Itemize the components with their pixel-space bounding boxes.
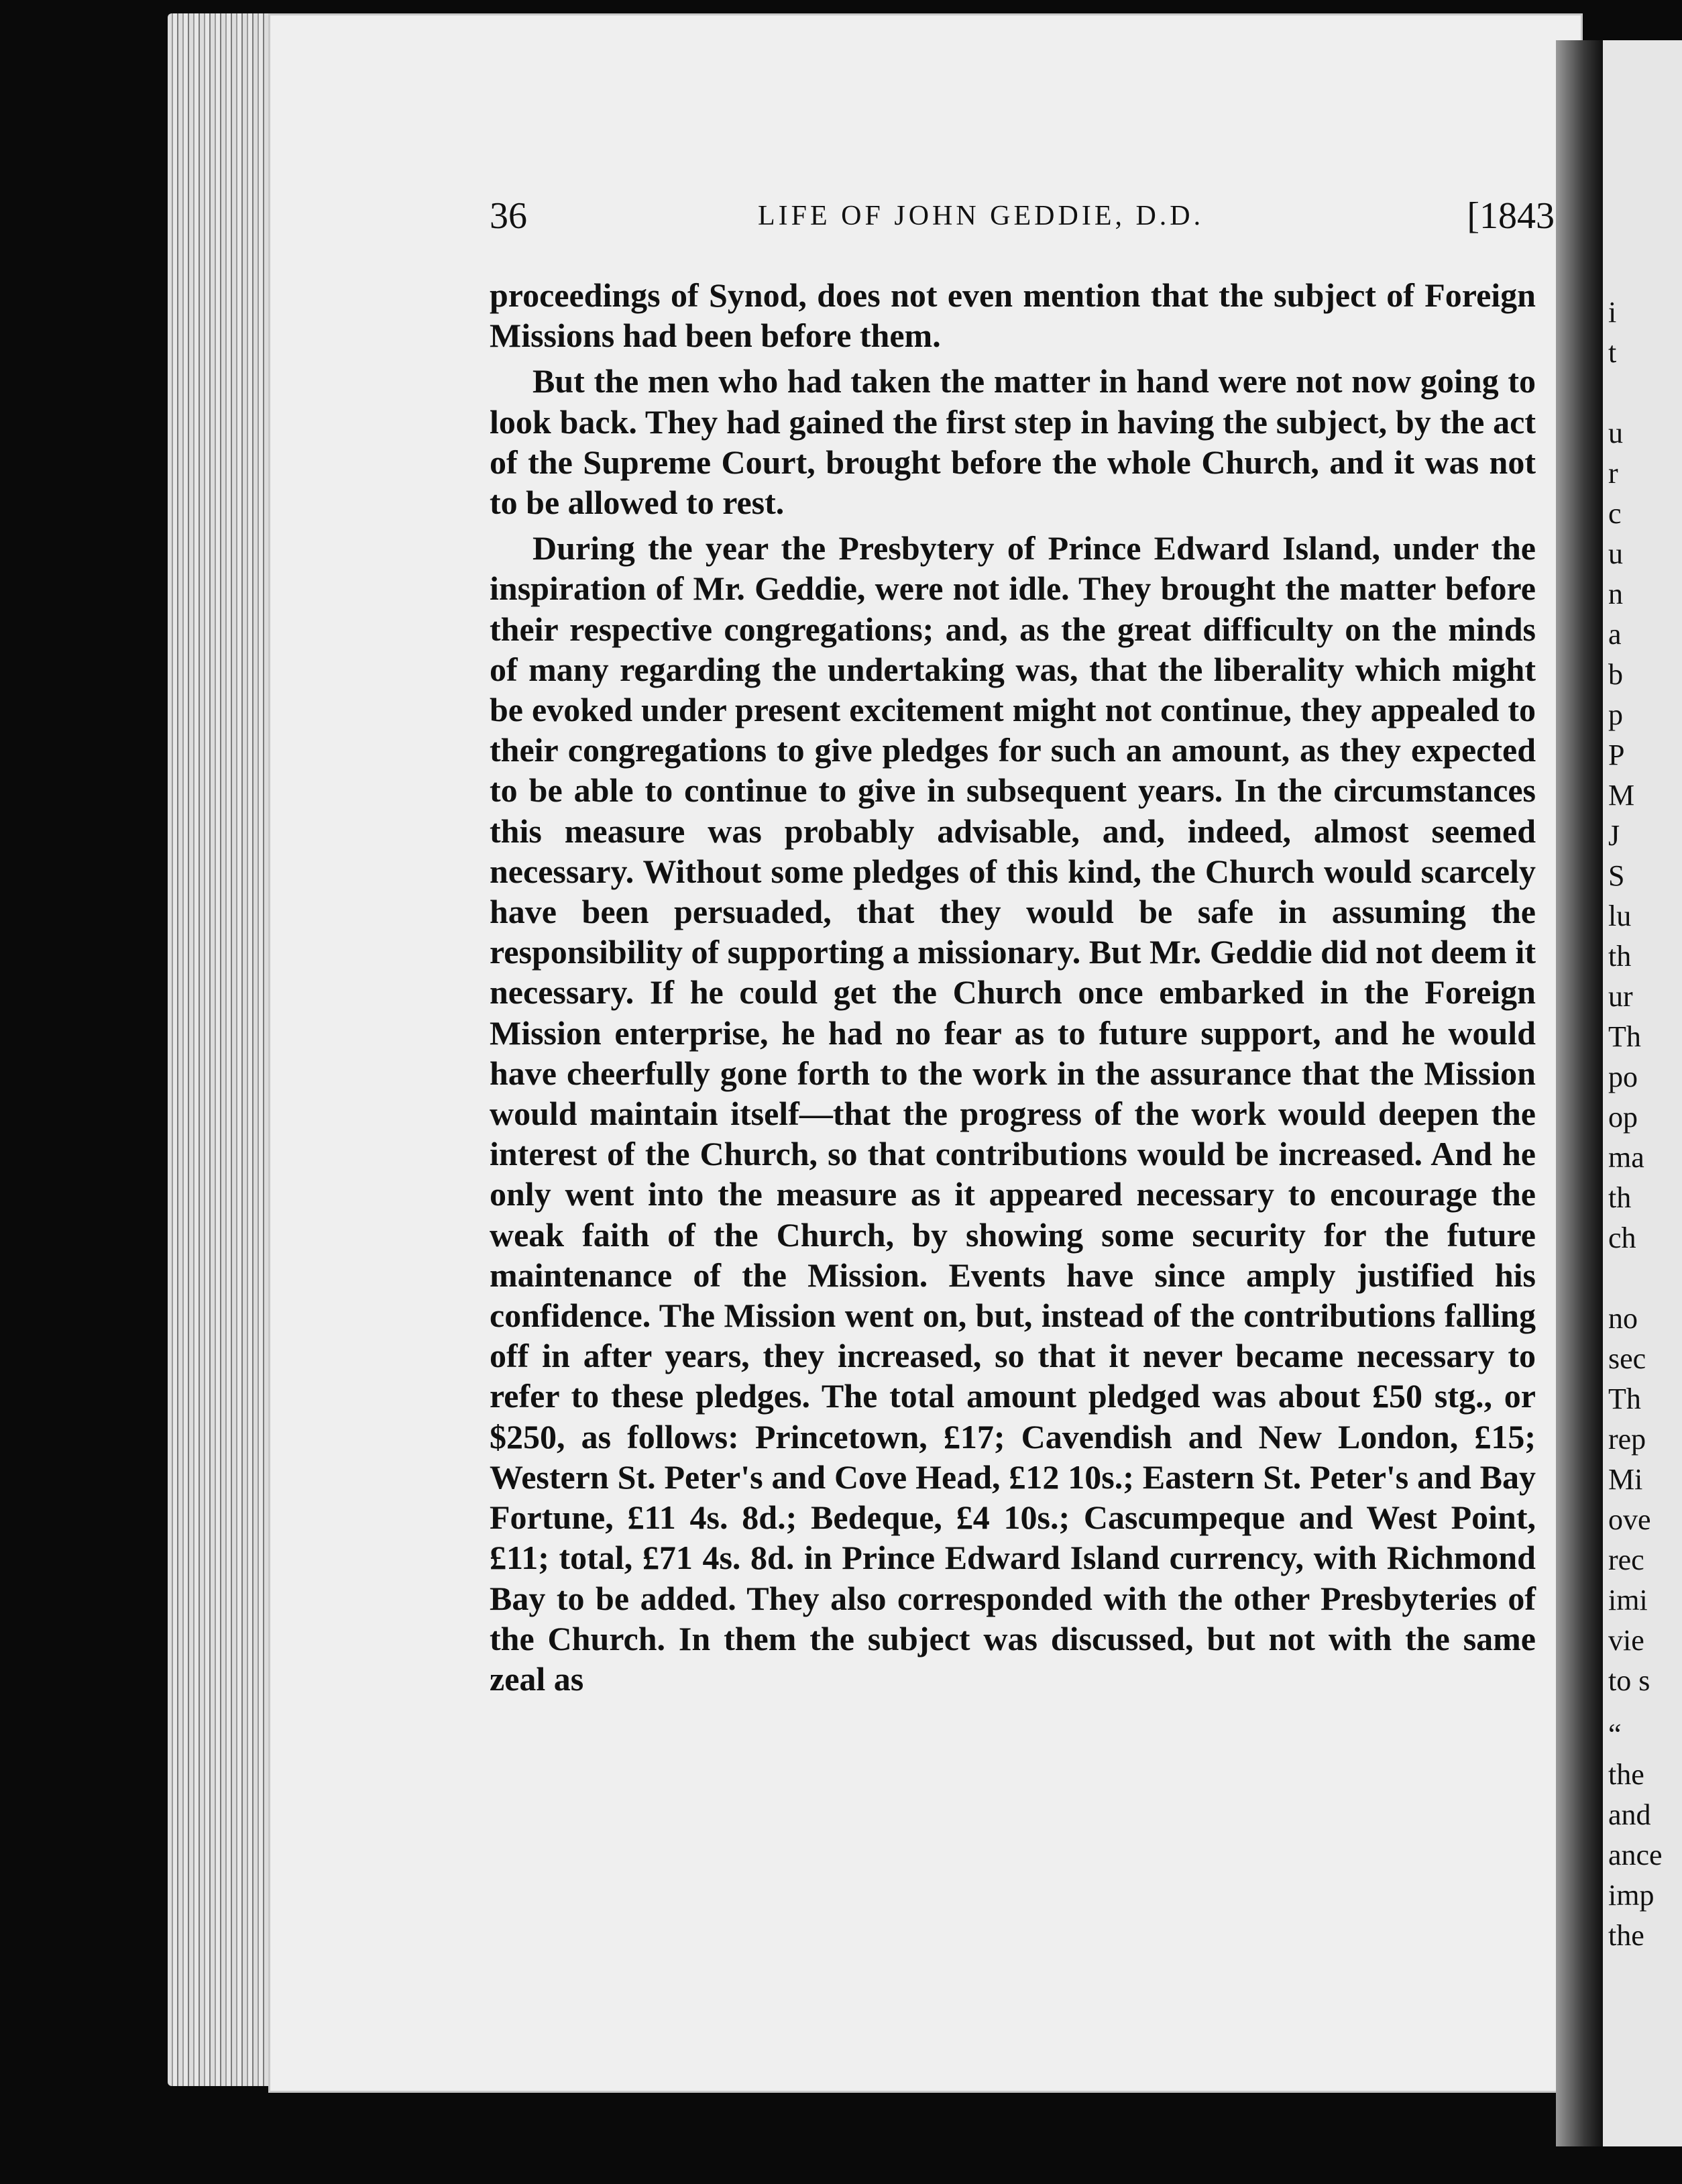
- adjacent-page-fragment: imi: [1608, 1584, 1648, 1617]
- adjacent-page-fragment: u: [1608, 537, 1623, 570]
- adjacent-page-fragment: th: [1608, 1181, 1632, 1214]
- adjacent-page-fragment: Th: [1608, 1382, 1641, 1415]
- adjacent-page-fragment: lu: [1608, 899, 1632, 932]
- adjacent-page-fragment: rep: [1608, 1423, 1646, 1456]
- paragraph-1: proceedings of Synod, does not even mention that the subject of Foreign Missions had been before them.: [490, 276, 1536, 355]
- paragraph-2: But the men who had taken the matter in hand were not now going to look back. They had gained the first step in having the subject, by the act of the Supreme Court, brought before the whole Church, and it was not to be allowed to rest.: [490, 362, 1536, 522]
- adjacent-page-fragment: S: [1608, 859, 1625, 892]
- adjacent-page-fragment: op: [1608, 1101, 1638, 1134]
- adjacent-page-fragment: Th: [1608, 1020, 1641, 1053]
- adjacent-page-fragment: c: [1608, 497, 1622, 530]
- adjacent-page-fragment: M: [1608, 779, 1635, 812]
- adjacent-page-fragment: b: [1608, 658, 1623, 691]
- adjacent-page-fragment: ove: [1608, 1503, 1651, 1536]
- running-year: [1843: [1467, 195, 1555, 237]
- adjacent-page-fragment: to s: [1608, 1664, 1650, 1697]
- adjacent-page-fragment: i: [1608, 296, 1617, 329]
- adjacent-page-fragment: t: [1608, 336, 1617, 369]
- adjacent-page-fragment: sec: [1608, 1342, 1646, 1375]
- paragraph-3: During the year the Presbytery of Prince Edward Island, under the inspiration of Mr. Geddie, were not idle. They brought the matter before their respective congregations; and, as the great difficulty on the minds of many regarding the undertaking was, that the liberality which might be evoked under present excitement might not continue, they appealed to their congregations to give pledges for such an amount, as they expected to be able to continue to give in subsequent years. In the circumstances this measure was probably advisable, and, indeed, almost seemed necessary. Without some pledges of this kind, the Church would scarcely have been persuaded, that they would be safe in assuming the responsibility of supporting a missionary. But Mr. Geddie did not deem it necessary. If he could get the Church once embarked in the Foreign Mission enterprise, he had no fear as to future support, and he would have cheerfully gone forth to the work in the assurance that the Mission would maintain itself—that the progress of the work would deepen the interest of the Church, so that contributions would be increased. And he only went into the measure as it appeared necessary to encourage the weak faith of the Church, by showing some security for the future maintenance of the Mission. Events have since amply justified his confidence. The Mission went on, but, instead of the contributions falling off in after years, they increased, so that it never became necessary to refer to these pledges. The total amount pledged was about £50 stg., or $250, as follows: Princetown, £17; Cavendish and New London, £15; Western St. Peter's and Cove Head, £12 10s.; Eastern St. Peter's and Bay Fortune, £11 4s. 8d.; Bedeque, £4 10s.; Cascumpeque and West Point, £11; total, £71 4s. 8d. in Prince Edward Island currency, with Richmond Bay to be added. They also corresponded with the other Presbyteries of the Church. In them the subject was discussed, but not with the same zeal as: [490, 529, 1536, 1698]
- adjacent-page-fragment: ur: [1608, 980, 1633, 1013]
- adjacent-page-fragment: no: [1608, 1302, 1638, 1335]
- adjacent-page-fragment: J: [1608, 819, 1620, 852]
- adjacent-page-fragment: po: [1608, 1060, 1638, 1093]
- adjacent-page-fragment: n: [1608, 578, 1623, 610]
- body-text: [490, 275, 1536, 1699]
- running-head: [490, 195, 1555, 248]
- adjacent-page-fragment: rec: [1608, 1543, 1644, 1576]
- adjacent-page-fragment: ch: [1608, 1221, 1636, 1254]
- adjacent-page-fragment: “: [1608, 1718, 1622, 1751]
- adjacent-page-fragment: p: [1608, 698, 1623, 731]
- adjacent-page: [1603, 40, 1682, 2146]
- adjacent-page-fragment: imp: [1608, 1879, 1655, 1912]
- adjacent-page-fragment: the: [1608, 1758, 1644, 1791]
- adjacent-page-fragment: ance: [1608, 1839, 1663, 1871]
- gutter-shadow: [1556, 40, 1603, 2146]
- adjacent-page-fragment: a: [1608, 618, 1622, 651]
- page-number: 36: [490, 195, 527, 237]
- adjacent-page-fragment: P: [1608, 739, 1625, 771]
- adjacent-page-fragment: vie: [1608, 1624, 1644, 1657]
- adjacent-page-fragment: u: [1608, 417, 1623, 449]
- adjacent-page-fragment: Mi: [1608, 1463, 1643, 1496]
- adjacent-page-fragment: th: [1608, 940, 1632, 973]
- running-title: LIFE OF JOHN GEDDIE, D.D.: [758, 201, 1204, 231]
- adjacent-page-fragment: ma: [1608, 1141, 1644, 1174]
- adjacent-page-fragment: the: [1608, 1919, 1644, 1952]
- adjacent-page-fragment: r: [1608, 457, 1618, 490]
- adjacent-page-fragment: and: [1608, 1798, 1651, 1831]
